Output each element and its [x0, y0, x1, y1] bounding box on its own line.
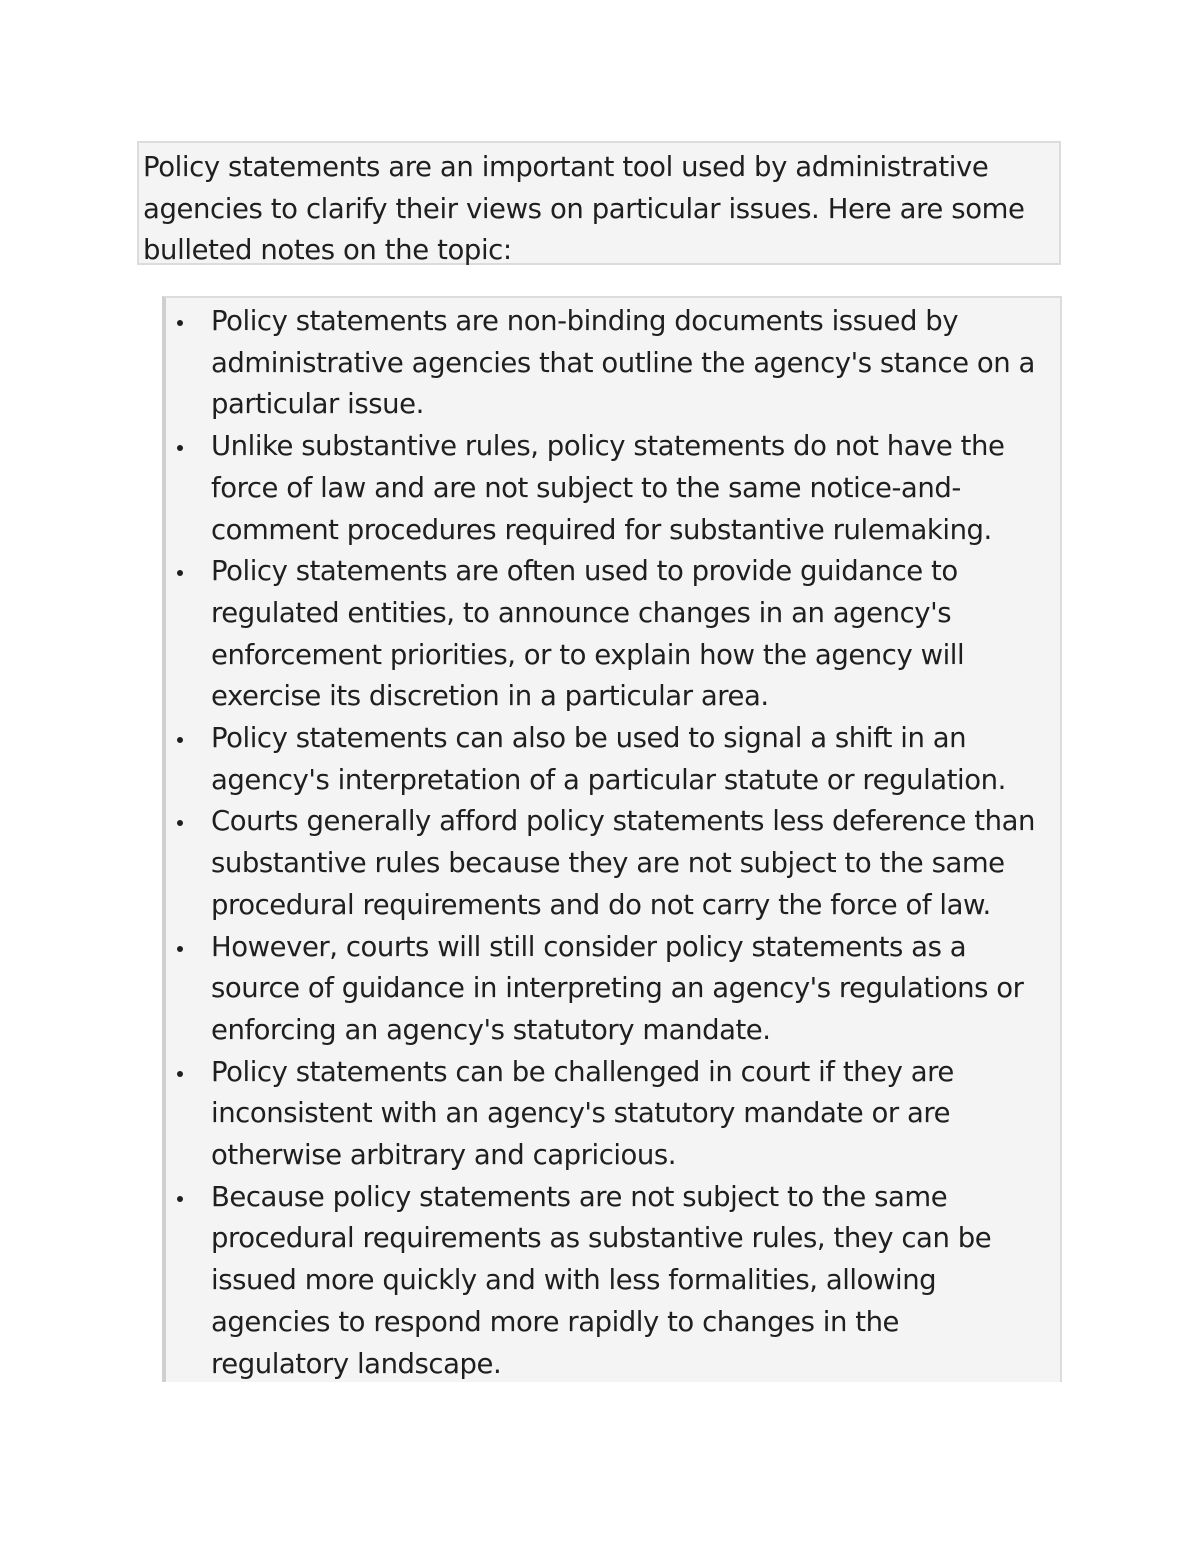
bullet-note-line: inconsistent with an agency's statutory mandate or are — [211, 1097, 951, 1130]
bullet-note — [166, 301, 1060, 426]
bullet-dot-icon — [177, 1196, 183, 1202]
intro-paragraph — [143, 147, 1053, 272]
bullet-note — [166, 1052, 1060, 1177]
bullet-note-line: Policy statements can be challenged in court if they are — [211, 1055, 954, 1088]
bullet-note-line: exercise its discretion in a particular area. — [211, 680, 769, 713]
bullet-note-line: force of law and are not subject to the same notice-and- — [211, 471, 961, 504]
bullet-note-line: enforcement priorities, or to explain how the agency will — [211, 638, 965, 671]
bullet-dot-icon — [177, 1071, 183, 1077]
bullet-note-line: particular issue. — [211, 388, 424, 421]
bullet-note-line: Policy statements can also be used to signal a shift in an — [211, 722, 967, 755]
bullet-note-line: Policy statements are often used to provide guidance to — [211, 555, 958, 588]
bullet-note-line: Unlike substantive rules, policy statements do not have the — [211, 430, 1005, 463]
bullet-note-line: enforcing an agency's statutory mandate. — [211, 1013, 771, 1046]
bullet-note-line: Courts generally afford policy statements less deference than — [211, 805, 1036, 838]
bullet-note-line: agencies to respond more rapidly to changes in the — [211, 1305, 900, 1338]
bullet-note-line: procedural requirements and do not carry the force of law. — [211, 888, 991, 921]
bullet-dot-icon — [177, 570, 183, 576]
bullet-note-line: administrative agencies that outline the agency's stance on a — [211, 346, 1035, 379]
bullet-note-line: source of guidance in interpreting an agency's regulations or — [211, 972, 1024, 1005]
bullet-note-line: regulatory landscape. — [211, 1347, 502, 1380]
bullet-dot-icon — [177, 320, 183, 326]
bullet-note-line: agency's interpretation of a particular statute or regulation. — [211, 763, 1006, 796]
bullet-note — [166, 801, 1060, 926]
bullet-dot-icon — [177, 820, 183, 826]
intro-box — [137, 141, 1061, 265]
bullet-dot-icon — [177, 445, 183, 451]
notes-box — [162, 296, 1062, 1382]
intro-line: Policy statements are an important tool used by administrative — [143, 151, 989, 183]
bullet-note — [166, 718, 1060, 801]
bullet-note-line: otherwise arbitrary and capricious. — [211, 1139, 677, 1172]
bullet-note-line: regulated entities, to announce changes in an agency's — [211, 596, 952, 629]
intro-line: agencies to clarify their views on particular issues. Here are some — [143, 192, 1025, 225]
bullet-dot-icon — [177, 737, 183, 743]
bullet-note-line: substantive rules because they are not subject to the same — [211, 847, 1005, 880]
notes-list — [166, 298, 1060, 1382]
bullet-note — [166, 426, 1060, 551]
bullet-note — [166, 1177, 1060, 1382]
bullet-note-line: issued more quickly and with less formalities, allowing — [211, 1264, 937, 1297]
bullet-note — [166, 927, 1060, 1052]
bullet-note-line: procedural requirements as substantive rules, they can be — [211, 1222, 992, 1255]
bullet-note-line: However, courts will still consider policy statements as a — [211, 930, 967, 963]
bullet-note-line: Because policy statements are not subject to the same — [211, 1180, 948, 1213]
bullet-note-line: Policy statements are non-binding documents issued by — [211, 305, 959, 337]
intro-line: bulleted notes on the topic: — [143, 234, 512, 266]
bullet-note-line: comment procedures required for substantive rulemaking. — [211, 513, 992, 546]
bullet-note — [166, 551, 1060, 718]
bullet-dot-icon — [177, 946, 183, 952]
